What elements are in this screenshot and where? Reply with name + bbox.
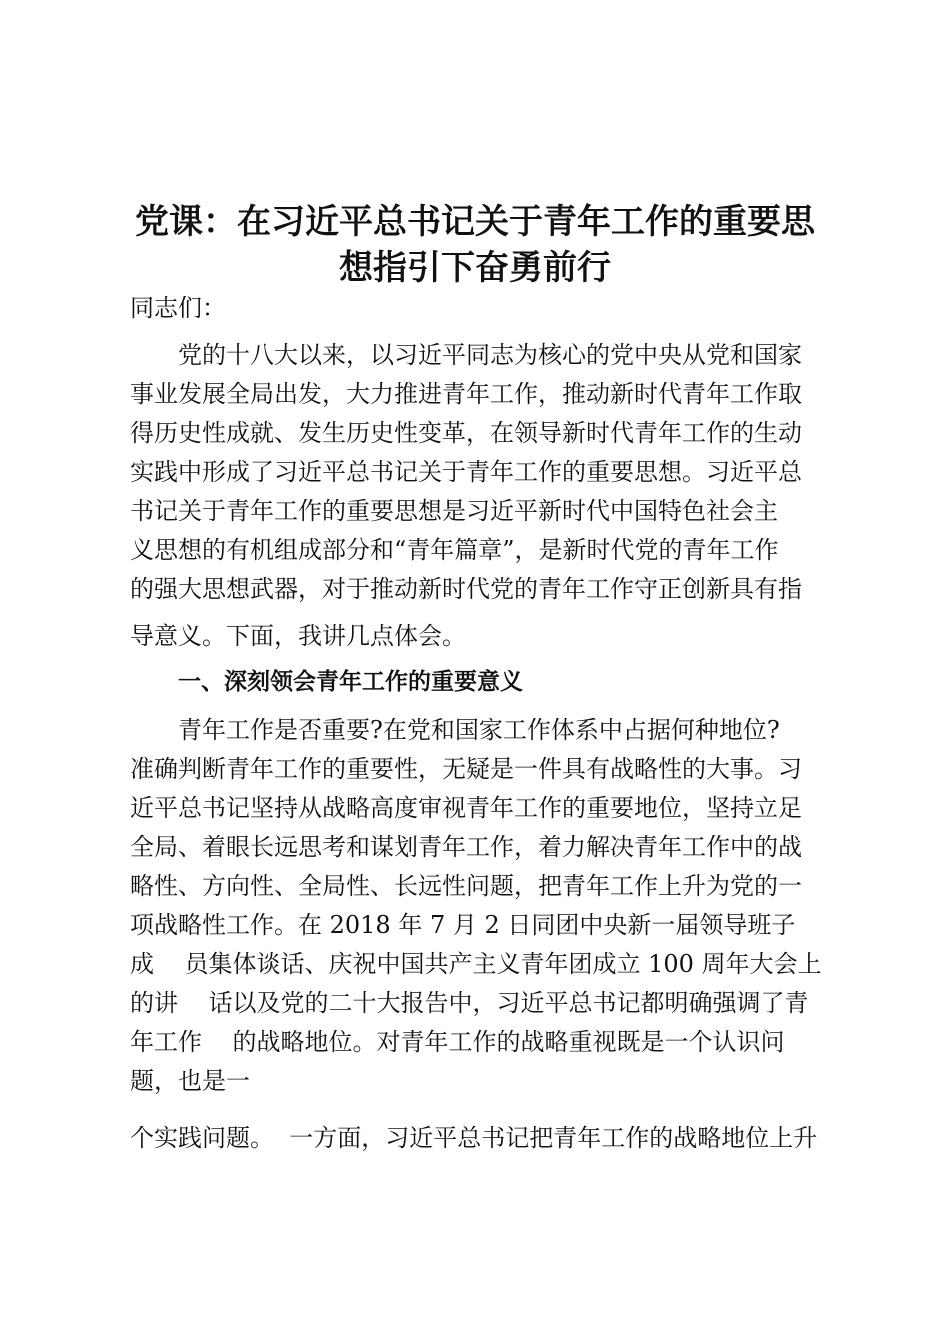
document-title-line-1: 党课：在习近平总书记关于青年工作的重要思	[135, 202, 815, 242]
paragraph-line: 的讲 话以及党的二十大报告中，习近平总书记都明确强调了青	[130, 989, 809, 1017]
section-heading: 一、深刻领会青年工作的重要意义	[178, 669, 523, 695]
paragraph-line: 实践中形成了习近平总书记关于青年工作的重要思想。习近平总	[130, 458, 802, 486]
paragraph-line: 略性、方向性、全局性、长远性问题，把青年工作上升为党的一	[130, 872, 802, 900]
paragraph-line: 青年工作是否重要?在党和国家工作体系中占据何种地位?	[178, 716, 780, 744]
paragraph-line: 书记关于青年工作的重要思想是习近平新时代中国特色社会主	[130, 497, 778, 525]
paragraph-line: 事业发展全局出发，大力推进青年工作，推动新时代青年工作取	[130, 380, 802, 408]
paragraph-line: 义思想的有机组成部分和“青年篇章”，是新时代党的青年工作	[130, 536, 779, 564]
paragraph-line: 得历史性成就、发生历史性变革，在领导新时代青年工作的生动	[130, 419, 802, 447]
document-title-line-2: 想指引下奋勇前行	[339, 248, 611, 288]
salutation: 同志们：	[130, 294, 226, 322]
paragraph-line: 党的十八大以来，以习近平同志为核心的党中央从党和国家	[178, 341, 802, 369]
paragraph-line: 的强大思想武器，对于推动新时代党的青年工作守正创新具有指	[130, 575, 802, 603]
paragraph-line: 导意义。下面，我讲几点体会。	[130, 622, 466, 650]
paragraph-line: 全局、着眼长远思考和谋划青年工作，着力解决青年工作中的战	[130, 833, 802, 861]
paragraph-line: 准确判断青年工作的重要性，无疑是一件具有战略性的大事。习	[130, 755, 802, 783]
paragraph-line: 成 员集体谈话、庆祝中国共产主义青年团成立 100 周年大会上	[130, 950, 822, 978]
paragraph-line: 年工作 的战略地位。对青年工作的战略重视既是一个认识问	[130, 1028, 785, 1056]
paragraph-line: 个实践问题。 一方面，习近平总书记把青年工作的战略地位上升	[130, 1124, 818, 1152]
paragraph-line: 近平总书记坚持从战略高度审视青年工作的重要地位，坚持立足	[130, 794, 802, 822]
paragraph-line: 项战略性工作。在 2018 年 7 月 2 日同团中央新一届领导班子	[130, 911, 796, 939]
paragraph-line: 题，也是一	[130, 1067, 250, 1095]
